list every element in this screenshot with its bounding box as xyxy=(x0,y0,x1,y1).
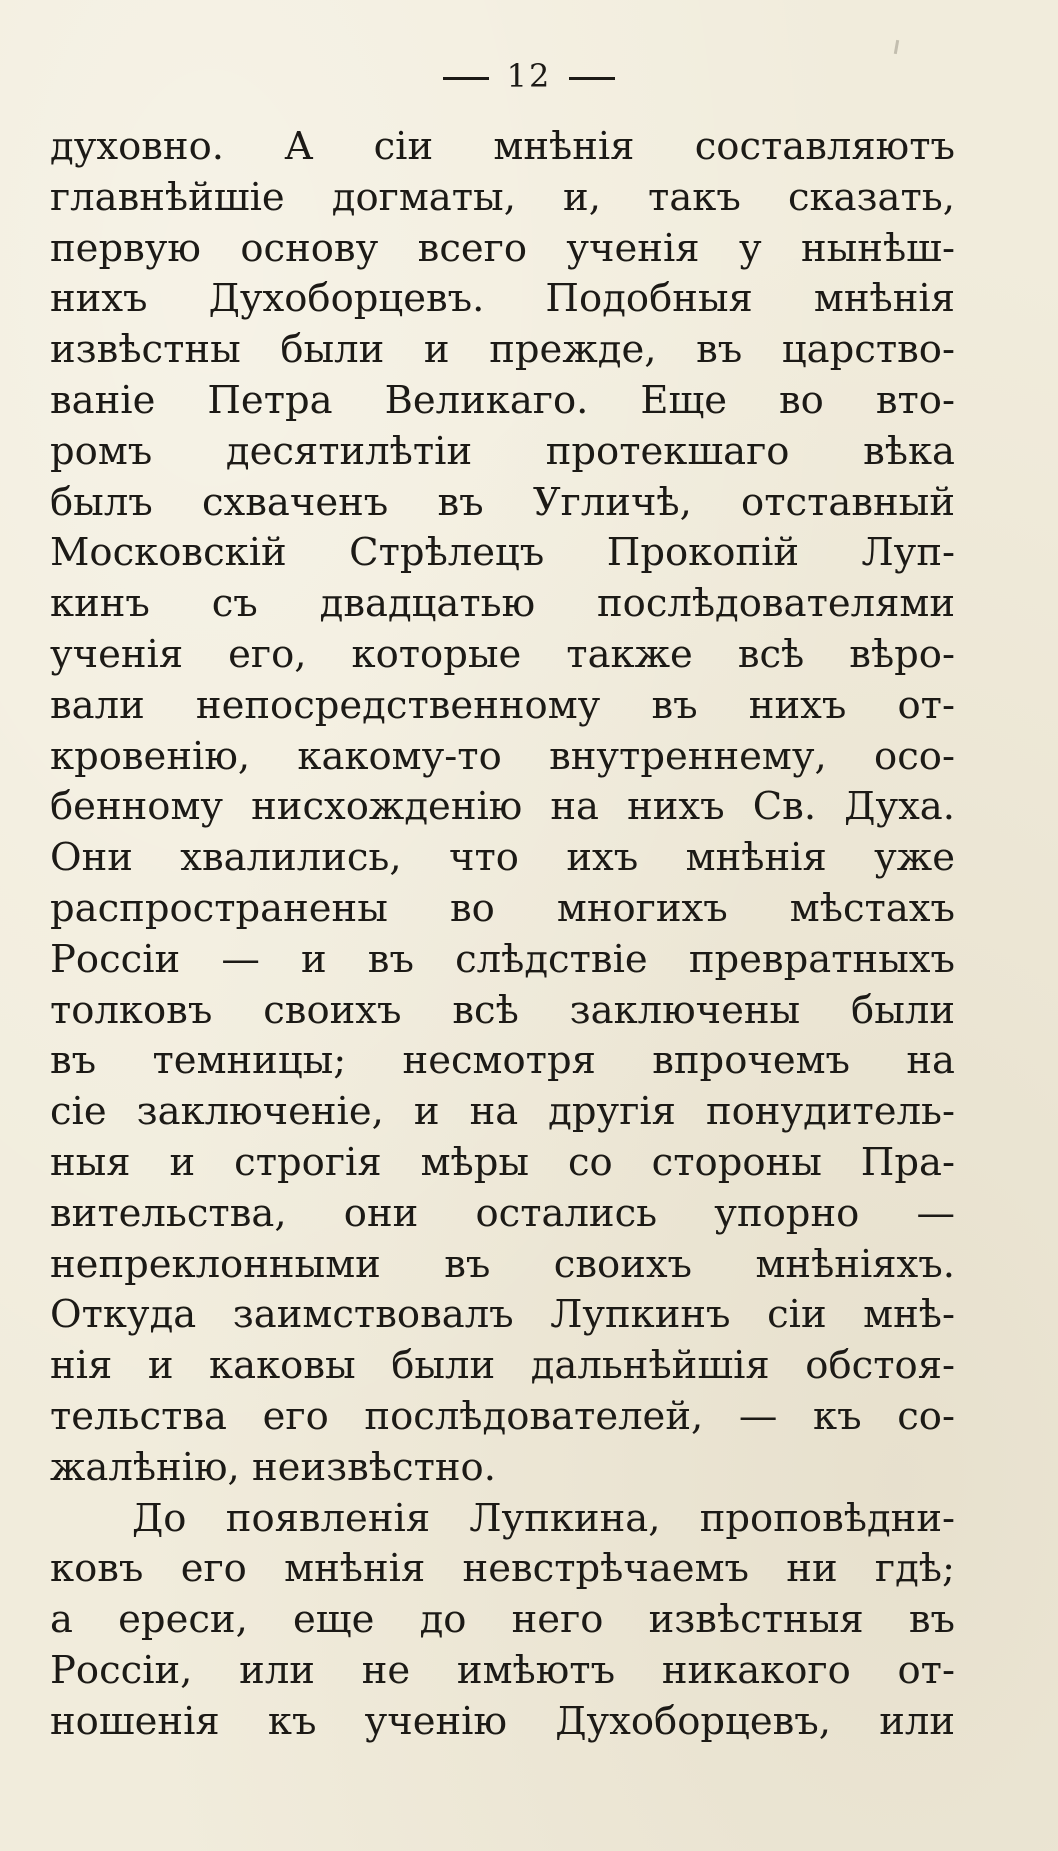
text-line: кинъ съ двадцатью послѣдователями xyxy=(50,581,955,627)
text-line: До появленія Лупкина, проповѣдни- xyxy=(132,1495,955,1541)
header-dash-right xyxy=(569,77,615,80)
text-line: вительства, они остались упорно — xyxy=(50,1190,955,1236)
text-line: кровенію, какому-то внутреннему, осо- xyxy=(50,733,955,779)
text-line: Они хвалились, что ихъ мнѣнія уже xyxy=(50,835,955,881)
text-line: нихъ Духоборцевъ. Подобныя мнѣнія xyxy=(50,276,955,322)
text-line: ученія его, которые также всѣ вѣро- xyxy=(50,631,955,677)
page-header xyxy=(0,56,1058,96)
text-line: былъ схваченъ въ Угличѣ, отставный xyxy=(50,479,955,525)
text-line: непреклонными въ своихъ мнѣніяхъ. xyxy=(50,1241,955,1287)
text-line: распространены во многихъ мѣстахъ xyxy=(50,885,955,931)
text-line: нія и каковы были дальнѣйшія обстоя- xyxy=(50,1343,955,1389)
text-line: духовно. А сіи мнѣнія составляютъ xyxy=(50,124,955,169)
text-line: тельства его послѣдователей, — къ со- xyxy=(50,1393,955,1439)
text-line: первую основу всего ученія у нынѣш- xyxy=(50,225,955,271)
paragraph-1 xyxy=(50,122,955,1494)
text-line: ныя и строгія мѣры со стороны Пра- xyxy=(50,1139,955,1185)
text-line: извѣстны были и прежде, въ царство- xyxy=(50,327,955,373)
paragraph-2 xyxy=(50,1494,955,1748)
text-line: въ темницы; несмотря впрочемъ на xyxy=(50,1038,955,1084)
body-text xyxy=(50,122,955,1748)
text-line: а ереси, еще до него извѣстныя въ xyxy=(50,1597,955,1643)
paper-mark xyxy=(894,40,899,54)
header-dash-left xyxy=(443,77,489,80)
text-line: Откуда заимствовалъ Лупкинъ сіи мнѣ- xyxy=(50,1292,955,1338)
page-number: 12 xyxy=(506,57,552,95)
text-line: ковъ его мнѣнія невстрѣчаемъ ни гдѣ; xyxy=(50,1546,955,1592)
text-line: главнѣйшіе догматы, и, такъ сказать, xyxy=(50,174,955,220)
text-line: толковъ своихъ всѣ заключены были xyxy=(50,987,955,1033)
text-line: Россіи — и въ слѣдствіе превратныхъ xyxy=(50,936,955,982)
text-line: Россіи, или не имѣютъ никакого от- xyxy=(50,1647,955,1693)
text-line: бенному нисхожденію на нихъ Св. Духа. xyxy=(50,784,955,830)
text-line: сіе заключеніе, и на другія понудитель- xyxy=(50,1089,955,1135)
text-line: Московскій Стрѣлецъ Прокопій Луп- xyxy=(50,530,955,576)
text-line: ношенія къ ученію Духоборцевъ, или xyxy=(50,1698,955,1744)
text-line: ваніе Петра Великаго. Еще во вто- xyxy=(50,377,955,423)
text-line: вали непосредственному въ нихъ от- xyxy=(50,682,955,728)
text-line: ромъ десятилѣтіи протекшаго вѣка xyxy=(50,428,955,474)
text-line: жалѣнію, неизвѣстно. xyxy=(50,1444,496,1490)
